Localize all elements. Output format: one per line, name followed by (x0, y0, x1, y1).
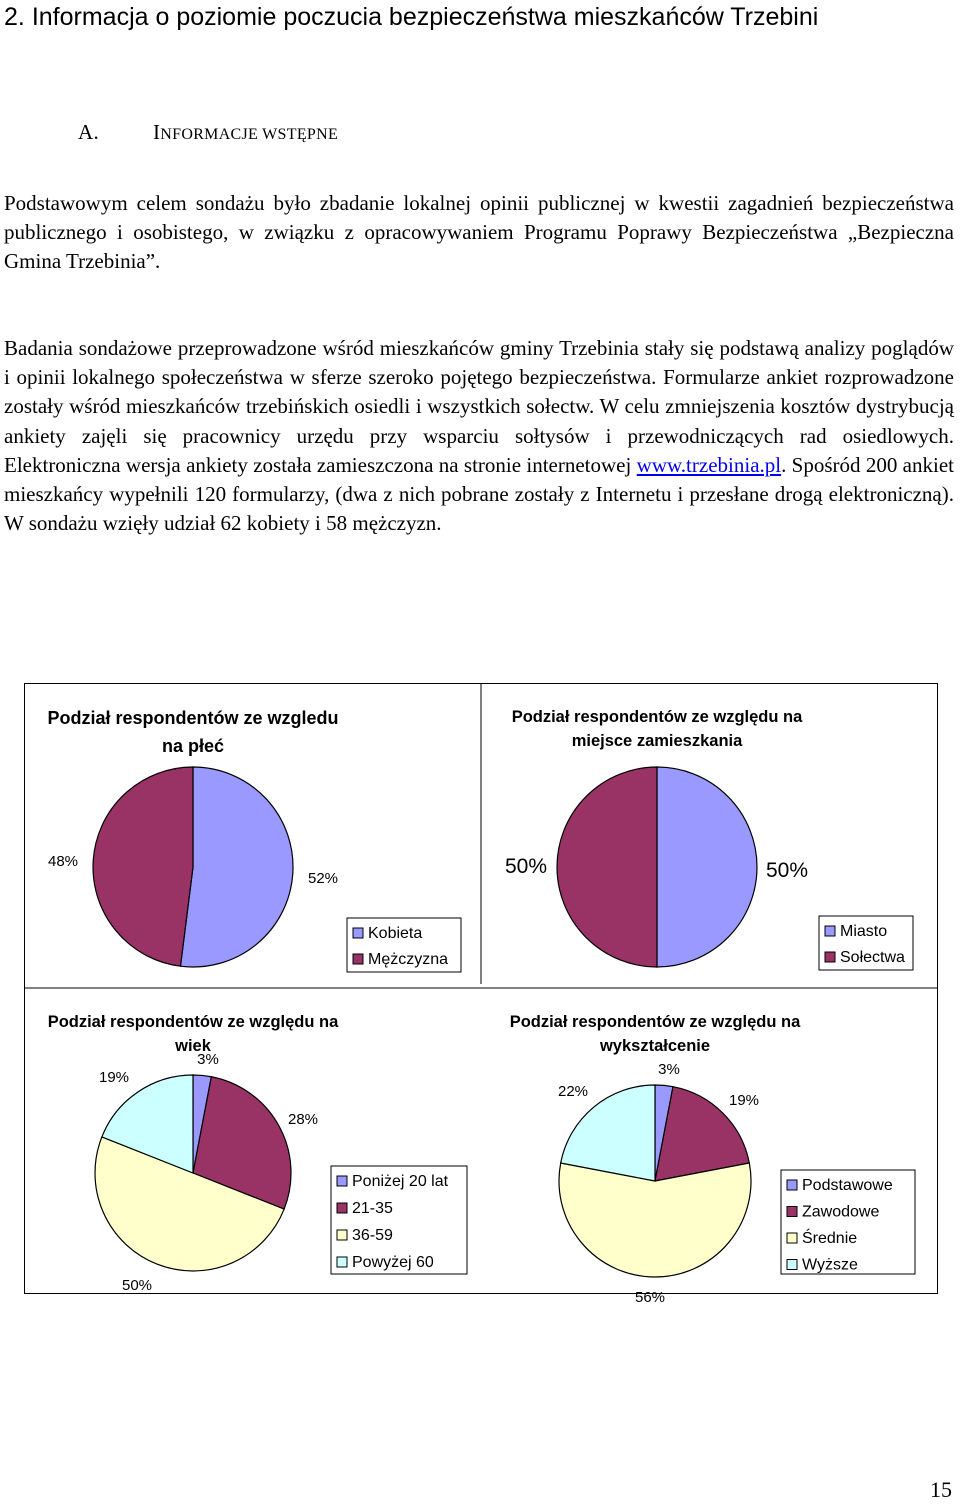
pie-slice-m-czyzna (93, 767, 193, 966)
data-label: 19% (728, 1092, 760, 1109)
intro-paragraph: Podstawowym celem sondażu było zbadanie lokalnej opinii publicznej w kwestii zagadnień bezpieczeństwa publicznego i osobistego, w związku z opracowywaniem Programu Poprawy Bezpieczeństwa „Bezpieczna Gmina Trzebinia”. (4, 191, 954, 274)
data-label: 19% (98, 1069, 130, 1086)
chart-title: Podział respondentów ze względu na (511, 708, 803, 726)
data-label: 50% (765, 859, 809, 882)
data-label: 52% (307, 870, 339, 887)
subheading (78, 120, 338, 145)
subheading-letter: A. (78, 120, 100, 144)
section-heading (4, 0, 954, 34)
legend-swatch (825, 926, 835, 936)
data-label: 48% (47, 853, 79, 870)
legend-label: Podstawowe (802, 1177, 893, 1194)
chart-title: na płeć (161, 736, 225, 756)
website-link[interactable]: www.trzebinia.pl (636, 452, 782, 477)
legend-swatch (787, 1180, 797, 1190)
chart-title: wiek (175, 1037, 211, 1055)
legend-swatch (337, 1230, 347, 1240)
heading-number: 2. (4, 3, 25, 31)
legend-swatch (337, 1203, 347, 1213)
data-label: 50% (121, 1277, 153, 1294)
chart-title: miejsce zamieszkania (571, 732, 743, 750)
data-label: 56% (634, 1289, 666, 1306)
legend-label: Poniżej 20 lat (352, 1173, 449, 1190)
charts-svg (25, 684, 937, 1306)
legend-label: 36-59 (352, 1227, 393, 1244)
legend-label: Wyższe (802, 1256, 858, 1274)
data-label: 28% (287, 1111, 319, 1128)
legend-label: Mężczyzna (368, 951, 449, 968)
legend-swatch (825, 952, 835, 962)
pie-slice-miasto (657, 767, 757, 967)
data-label: 22% (557, 1083, 589, 1100)
legend-label: 21-35 (352, 1200, 393, 1217)
chart-title: Podział respondentów ze wzgledu (47, 708, 339, 728)
subheading-rest: NFORMACJE WSTĘPNE (160, 126, 339, 143)
legend-label: Średnie (802, 1230, 858, 1247)
data-label: 50% (504, 855, 548, 878)
heading-title: Informacja o poziomie poczucia bezpieczeństwa mieszkańców Trzebini (31, 3, 819, 31)
data-label: 3% (197, 1051, 219, 1068)
charts-panel (24, 683, 938, 1306)
legend-swatch (787, 1207, 797, 1217)
legend-label: Zawodowe (802, 1203, 880, 1221)
pie-slice-kobieta (180, 767, 293, 967)
legend-label: Kobieta (368, 925, 423, 942)
chart-title: wykształcenie (599, 1037, 711, 1055)
legend-swatch (787, 1260, 797, 1270)
survey-paragraph (4, 334, 954, 538)
legend-swatch (353, 928, 363, 938)
legend-label: Sołectwa (840, 949, 905, 966)
chart-title: Podział respondentów ze względu na (47, 1013, 339, 1031)
legend-swatch (353, 954, 363, 964)
data-label: 3% (658, 1061, 680, 1078)
pie-slice-so-ectwa (557, 767, 657, 967)
legend-label: Powyżej 60 (352, 1254, 434, 1271)
legend-swatch (337, 1176, 347, 1186)
legend-label: Miasto (840, 923, 888, 940)
survey-text-after-link: . Spośród 200 ankiet mieszkańcy wypełnili 120 formularzy, (dwa z nich pobrane zostały z Internetu i przesłane drogą elektroniczną). W sondażu wzięły udział 62 kobiety i 58 mężczyzn. (4, 452, 954, 536)
page-number: 15 (930, 1477, 952, 1502)
legend-swatch (787, 1233, 797, 1243)
subheading-initial: I (153, 120, 161, 144)
chart-title: Podział respondentów ze względu na (509, 1013, 801, 1031)
legend-swatch (337, 1257, 347, 1267)
survey-text-before-link: Badania sondażowe przeprowadzone wśród mieszkańców gminy Trzebinia stały się podstawą analizy poglądów i opinii lokalnego społeczeństwa w sferze szeroko pojętego bezpieczeństwa. Formularze ankiet rozprowadzone zostały wśród mieszkańców trzebińskich osiedli i wszystkich sołectw. W celu zmniejszenia kosztów dystrybucją ankiety zajęli się pracownicy urzędu przy wsparciu sołtysów i przewodniczących rad osiedlowych. Elektroniczna wersja ankiety została zamieszczona na stronie internetowej (4, 336, 954, 477)
